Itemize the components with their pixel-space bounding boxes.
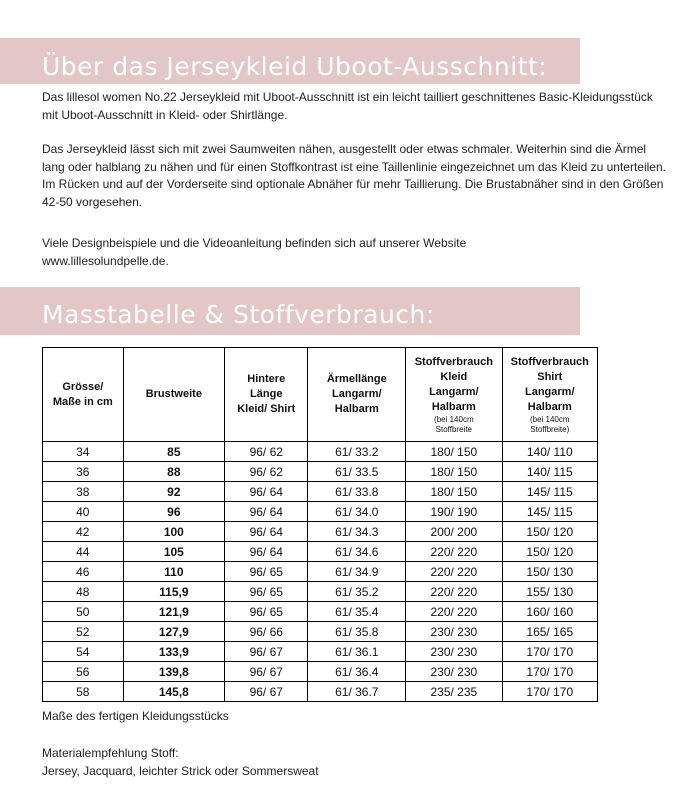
- header-fabric-shirt-note1: (bei 140cm: [529, 414, 570, 424]
- header-fabric-dress-note2: Stoffbreite: [435, 424, 472, 434]
- section-heading-size-chart-text: Masstabelle & Stoffverbrauch:: [42, 300, 435, 329]
- cell-fabric-shirt: 145/ 115: [502, 482, 597, 502]
- cell-sleeve: 61/ 33.8: [308, 482, 406, 502]
- header-size: [43, 348, 124, 442]
- cell-fabric-shirt: 140/ 115: [502, 462, 597, 482]
- cell-fabric-shirt: 150/ 130: [502, 562, 597, 582]
- section-heading-size-chart: [0, 287, 580, 335]
- cell-bust: 121,9: [123, 602, 224, 622]
- table-row: [43, 582, 598, 602]
- cell-bust: 145,8: [123, 682, 224, 702]
- description-paragraph-website: [42, 235, 670, 270]
- header-fabric-dress-line1: Stoffverbrauch: [414, 355, 493, 368]
- cell-fabric-shirt: 150/ 120: [502, 522, 597, 542]
- cell-length: 96/ 62: [225, 462, 308, 482]
- cell-sleeve: 61/ 34.6: [308, 542, 406, 562]
- website-link[interactable]: www.lillesolundpelle.de.: [42, 253, 169, 268]
- header-fabric-shirt: [502, 348, 597, 442]
- cell-bust: 115,9: [123, 582, 224, 602]
- cell-sleeve: 61/ 35.4: [308, 602, 406, 622]
- header-fabric-dress: [406, 348, 502, 442]
- cell-length: 96/ 62: [225, 442, 308, 462]
- cell-size: 58: [43, 682, 124, 702]
- cell-bust: 100: [123, 522, 224, 542]
- cell-bust: 110: [123, 562, 224, 582]
- header-sleeve-line1: Ärmellänge: [326, 373, 387, 385]
- cell-size: 52: [43, 622, 124, 642]
- cell-fabric-shirt: 145/ 115: [502, 502, 597, 522]
- material-text: Jersey, Jacquard, leichter Strick oder Sommersweat: [42, 764, 319, 778]
- cell-sleeve: 61/ 36.1: [308, 642, 406, 662]
- cell-fabric-dress: 220/ 220: [406, 562, 502, 582]
- cell-length: 96/ 64: [225, 502, 308, 522]
- cell-size: 56: [43, 662, 124, 682]
- table-row: [43, 522, 598, 542]
- cell-length: 96/ 66: [225, 622, 308, 642]
- measurement-note: Maße des fertigen Kleidungsstücks: [42, 709, 229, 723]
- cell-bust: 133,9: [123, 642, 224, 662]
- header-fabric-shirt-line4: Halbarm: [527, 400, 572, 413]
- table-row: [43, 682, 598, 702]
- cell-fabric-dress: 220/ 220: [406, 602, 502, 622]
- cell-fabric-shirt: 170/ 170: [502, 642, 597, 662]
- cell-bust: 96: [123, 502, 224, 522]
- cell-sleeve: 61/ 33.2: [308, 442, 406, 462]
- cell-bust: 92: [123, 482, 224, 502]
- cell-sleeve: 61/ 36.4: [308, 662, 406, 682]
- cell-size: 48: [43, 582, 124, 602]
- table-row: [43, 542, 598, 562]
- cell-sleeve: 61/ 34.3: [308, 522, 406, 542]
- cell-length: 96/ 64: [225, 482, 308, 502]
- cell-length: 96/ 65: [225, 582, 308, 602]
- cell-fabric-dress: 200/ 200: [406, 522, 502, 542]
- cell-length: 96/ 67: [225, 662, 308, 682]
- cell-length: 96/ 64: [225, 542, 308, 562]
- header-fabric-dress-line3: Langarm/: [429, 385, 479, 398]
- cell-bust: 127,9: [123, 622, 224, 642]
- cell-fabric-shirt: 150/ 120: [502, 542, 597, 562]
- header-sleeve-line2: Langarm/: [332, 388, 382, 400]
- cell-size: 34: [43, 442, 124, 462]
- header-sleeve-length: [308, 348, 406, 442]
- cell-fabric-dress: 180/ 150: [406, 442, 502, 462]
- cell-size: 44: [43, 542, 124, 562]
- cell-fabric-dress: 180/ 150: [406, 462, 502, 482]
- size-chart-header-row: [43, 348, 598, 442]
- table-row: [43, 602, 598, 622]
- website-text: Viele Designbeispiele und die Videoanleitung befinden sich auf unserer Website: [42, 236, 467, 250]
- table-row: [43, 662, 598, 682]
- table-row: [43, 482, 598, 502]
- table-row: [43, 642, 598, 662]
- header-back-length-line2: Länge: [250, 388, 283, 400]
- cell-fabric-dress: 230/ 230: [406, 662, 502, 682]
- cell-fabric-dress: 220/ 220: [406, 582, 502, 602]
- cell-fabric-shirt: 140/ 110: [502, 442, 597, 462]
- section-heading-about-text: Über das Jerseykleid Uboot-Ausschnitt:: [42, 52, 548, 81]
- cell-length: 96/ 65: [225, 562, 308, 582]
- description-paragraph-details: Das Jerseykleid lässt sich mit zwei Saumweiten nähen, ausgestellt oder etwas schmaler. Weiterhin sind die Ärmel lang oder halblang zu nähen und für einen Stoffkontrast ist eine Taillenlinie eingezeichnet um das Kleid zu unterteilen. Im Rücken und auf der Vorderseite sind optionale Abnäher für mehr Taillierung. Die Brustabnäher sind in den Größen 42-50 vorgesehen.: [42, 142, 666, 209]
- cell-bust: 105: [123, 542, 224, 562]
- header-bust-label: Brustweite: [145, 388, 202, 400]
- cell-length: 96/ 65: [225, 602, 308, 622]
- cell-sleeve: 61/ 35.2: [308, 582, 406, 602]
- cell-sleeve: 61/ 34.0: [308, 502, 406, 522]
- header-back-length: [225, 348, 308, 442]
- description-paragraph-intro: Das lillesol women No.22 Jerseykleid mit Uboot-Ausschnitt ist ein leicht tailliert geschnittenes Basic-Kleidungsstück mit Uboot-Ausschnitt in Kleid- oder Shirtlänge.: [42, 90, 653, 122]
- table-row: [43, 462, 598, 482]
- cell-size: 38: [43, 482, 124, 502]
- cell-fabric-shirt: 170/ 170: [502, 662, 597, 682]
- cell-fabric-dress: 220/ 220: [406, 542, 502, 562]
- table-row: [43, 442, 598, 462]
- cell-fabric-dress: 230/ 230: [406, 622, 502, 642]
- header-fabric-shirt-line2: Shirt: [537, 370, 563, 383]
- size-chart-table: [42, 347, 598, 702]
- cell-fabric-dress: 190/ 190: [406, 502, 502, 522]
- header-fabric-shirt-line1: Stoffverbrauch: [510, 355, 589, 368]
- cell-sleeve: 61/ 36.7: [308, 682, 406, 702]
- cell-size: 54: [43, 642, 124, 662]
- table-row: [43, 622, 598, 642]
- cell-fabric-dress: 180/ 150: [406, 482, 502, 502]
- header-sleeve-line3: Halbarm: [334, 403, 379, 415]
- table-row: [43, 562, 598, 582]
- header-back-length-line3: Kleid/ Shirt: [237, 403, 296, 415]
- cell-bust: 85: [123, 442, 224, 462]
- cell-size: 46: [43, 562, 124, 582]
- header-size-line2: Maße in cm: [52, 395, 113, 408]
- header-back-length-line1: Hintere: [247, 373, 286, 385]
- cell-fabric-shirt: 160/ 160: [502, 602, 597, 622]
- cell-fabric-shirt: 170/ 170: [502, 682, 597, 702]
- cell-sleeve: 61/ 34.9: [308, 562, 406, 582]
- material-heading: Materialempfehlung Stoff:: [42, 746, 179, 760]
- cell-length: 96/ 64: [225, 522, 308, 542]
- cell-bust: 88: [123, 462, 224, 482]
- cell-length: 96/ 67: [225, 642, 308, 662]
- cell-fabric-shirt: 155/ 130: [502, 582, 597, 602]
- cell-sleeve: 61/ 33.5: [308, 462, 406, 482]
- cell-fabric-shirt: 165/ 165: [502, 622, 597, 642]
- header-fabric-shirt-line3: Langarm/: [525, 385, 575, 398]
- cell-fabric-dress: 230/ 230: [406, 642, 502, 662]
- cell-sleeve: 61/ 35.8: [308, 622, 406, 642]
- header-fabric-shirt-note2: Stoffbreite): [530, 424, 570, 434]
- cell-fabric-dress: 235/ 235: [406, 682, 502, 702]
- cell-size: 40: [43, 502, 124, 522]
- cell-bust: 139,8: [123, 662, 224, 682]
- cell-size: 36: [43, 462, 124, 482]
- header-fabric-dress-line2: Kleid: [440, 370, 468, 383]
- section-heading-about: [0, 38, 580, 84]
- header-bust: [123, 348, 224, 442]
- table-row: [43, 502, 598, 522]
- header-fabric-dress-line4: Halbarm: [431, 400, 476, 413]
- cell-size: 50: [43, 602, 124, 622]
- cell-length: 96/ 67: [225, 682, 308, 702]
- header-fabric-dress-note1: (bei 140cm: [434, 414, 474, 424]
- cell-size: 42: [43, 522, 124, 542]
- header-size-line1: Grösse/: [62, 380, 104, 393]
